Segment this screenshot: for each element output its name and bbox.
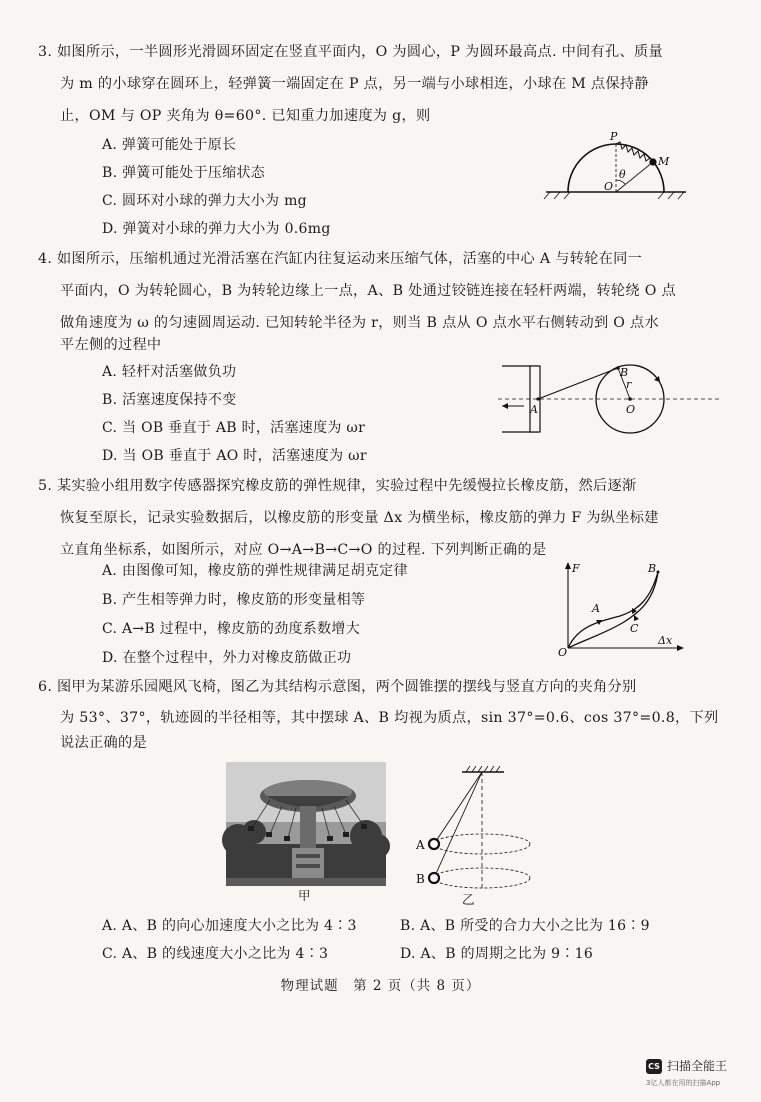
q5-option-a: A. 由图像可知，橡皮筋的弹性规律满足胡克定律 [102,563,408,579]
q6-caption-yi: 乙 [462,892,475,907]
q4-label-r: r [626,378,632,391]
q4-figure-compressor-wheel [498,358,720,444]
q6-label-a: A [416,838,425,852]
q5-stem-line2: 恢复至原长，记录实验数据后，以橡皮筋的形变量 Δx 为横坐标，橡皮筋的弹力 F 为纵坐标建 [60,510,659,526]
q6-label-b: B [416,872,425,886]
q4-stem-line2: 平面内，O 为转轮圆心，B 为转轮边缘上一点，A、B 处通过铰链连接在轻杆两端，转轮绕 O 点 [60,283,676,299]
scanner-tagline: 3亿人都在用的扫描App [646,1079,721,1087]
q5-option-b: B. 产生相等弹力时，橡皮筋的形变量相等 [102,592,366,608]
q3-label-p: P [610,130,618,143]
q3-stem-line2: 为 m 的小球穿在圆环上，轻弹簧一端固定在 P 点，另一端与小球相连，小球在 M 点保持静 [60,76,649,92]
q5-label-b: B [648,562,657,575]
q5-option-d: D. 在整个过程中，外力对橡皮筋做正功 [102,650,352,666]
q3-figure-semicircle-spring [546,130,686,200]
q6-stem-line2: 为 53°、37°，轨迹圆的半径相等，其中摆球 A、B 均视为质点，sin 37°=0.6、cos 37°=0.8，下列 [60,710,719,726]
scanner-watermark [646,1056,754,1092]
q4-label-o: O [626,403,636,416]
q6-option-a: A. A、B 的向心加速度大小之比为 4∶3 [102,918,357,934]
q4-stem-line4: 平左侧的过程中 [60,337,162,353]
q6-figure-conical-pendulums [412,766,548,890]
q5-label-a: A [592,602,600,615]
q4-option-d: D. 当 OB 垂直于 AO 时，活塞速度为 ωr [102,448,367,464]
q3-option-d: D. 弹簧对小球的弹力大小为 0.6mg [102,221,331,237]
q5-label-dx: Δx [658,634,673,647]
q5-label-c: C [630,622,639,635]
q4-option-b: B. 活塞速度保持不变 [102,392,237,408]
q3-stem-line1: 3. 如图所示，一半圆形光滑圆环固定在竖直平面内，O 为圆心，P 为圆环最高点. 中间有孔、质量 [38,44,663,60]
q6-photo-swing-ride [226,762,386,886]
q5-label-o: O [558,646,568,659]
q5-label-f: F [572,562,580,575]
q6-option-c: C. A、B 的线速度大小之比为 4∶3 [102,946,329,962]
q6-caption-jia: 甲 [298,888,311,903]
q4-option-a: A. 轻杆对活塞做负功 [102,364,237,380]
q3-label-theta: θ [619,168,626,181]
q5-stem-line1: 5. 某实验小组用数字传感器探究橡皮筋的弹性规律，实验过程中先缓慢拉长橡皮筋，然后逐渐 [38,478,637,494]
q5-option-c: C. A→B 过程中，橡皮筋的劲度系数增大 [102,621,360,637]
q3-label-m: M [658,155,670,168]
q5-figure-force-deformation-graph [558,560,688,659]
q6-option-b: B. A、B 所受的合力大小之比为 16∶9 [400,918,650,934]
q3-option-c: C. 圆环对小球的弹力大小为 mg [102,193,307,209]
q6-stem-line1: 6. 图甲为某游乐园飓风飞椅，图乙为其结构示意图，两个圆锥摆的摆线与竖直方向的夹角分别 [38,679,637,695]
q5-stem-line3: 立直角坐标系，如图所示，对应 O→A→B→C→O 的过程. 下列判断正确的是 [60,542,547,558]
q4-option-c: C. 当 OB 垂直于 AB 时，活塞速度为 ωr [102,420,366,436]
page-footer: 物理试题 第 2 页（共 8 页） [280,978,481,994]
q3-option-b: B. 弹簧可能处于压缩状态 [102,165,266,181]
q4-label-b: B [620,366,629,379]
q6-stem-line3: 说法正确的是 [60,735,147,751]
q4-stem-line1: 4. 如图所示，压缩机通过光滑活塞在汽缸内往复运动来压缩气体，活塞的中心 A 与转轮在同一 [38,251,643,267]
q6-option-d: D. A、B 的周期之比为 9∶16 [400,946,594,962]
q3-stem-line3: 止，OM 与 OP 夹角为 θ=60°. 已知重力加速度为 g，则 [60,108,431,124]
q4-label-a: A [530,403,538,416]
scanner-app-name: 扫描全能王 [667,1059,728,1073]
q4-stem-line3: 做角速度为 ω 的匀速圆周运动. 已知转轮半径为 r，则当 B 点从 O 点水平右侧转动到 O 点水 [60,315,660,331]
q3-label-o: O [604,180,614,193]
camscanner-logo-icon: CS [646,1059,662,1074]
q3-option-a: A. 弹簧可能处于原长 [102,137,237,153]
